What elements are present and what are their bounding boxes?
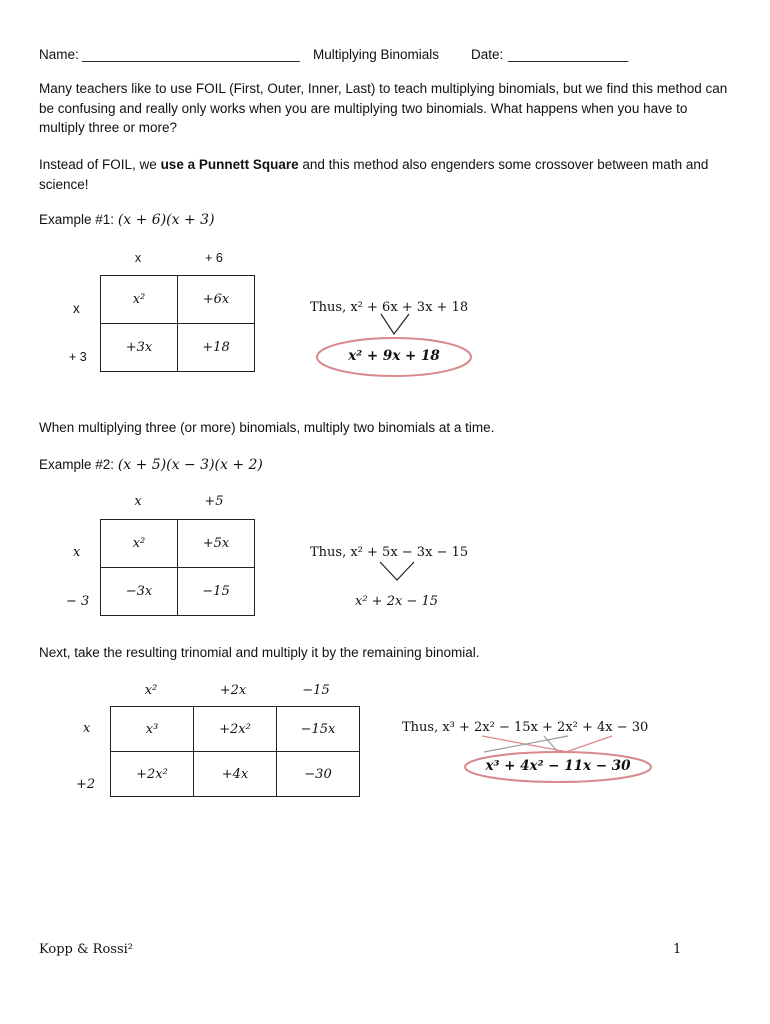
ex2-col-header-1: x [134, 494, 142, 509]
ex2-cell: −3x [101, 568, 178, 616]
ex3-col-header-2: +2x [219, 683, 247, 698]
name-blank: _____________________________ [82, 47, 300, 62]
punnett-text-before: Instead of FOIL, we [39, 157, 161, 172]
ex2-cell: +5x [178, 520, 255, 568]
footer-authors: Kopp & Rossi² [39, 942, 133, 957]
page-title: Multiplying Binomials [313, 47, 440, 62]
example3-result: x³ + 4x² − 11x − 30 [485, 758, 631, 774]
ex2-row-header-1: x [73, 545, 81, 560]
ex2-cell: −15 [178, 568, 255, 616]
punnett-text-bold: use a Punnett Square [160, 157, 299, 172]
ex1-col-header-1: x [134, 251, 142, 265]
example3-thus: Thus, x³ + 2x² − 15x + 2x² + 4x − 30 [402, 720, 649, 735]
example2-label: Example #2: [39, 457, 115, 472]
ex2-row-header-2: − 3 [66, 594, 90, 609]
example2-expression: (x + 5)(x − 3)(x + 2) [117, 457, 263, 473]
ex3-cell: +4x [194, 752, 277, 797]
ex3-cell: +2x² [194, 707, 277, 752]
ex3-x2-terms-connector-2 [566, 736, 612, 752]
intro-paragraph: Many teachers like to use FOIL (First, Outer, Inner, Last) to teach multiplying binomials, but we find this method can be confusing and really only works when you are multiplying two binomials. What happens when you have to multiply three or more? [39, 81, 728, 135]
ex2-cell: x² [101, 520, 178, 568]
ex3-row-header-2: +2 [76, 777, 96, 792]
ex1-cell: +6x [178, 276, 255, 324]
date-label: Date: [471, 47, 504, 62]
name-label: Name: [39, 47, 79, 62]
ex3-cell: −15x [277, 707, 360, 752]
ex1-col-header-2: + 6 [205, 251, 223, 265]
ex1-row-header-1: x [73, 301, 80, 316]
date-blank: ________________ [508, 47, 629, 62]
example1-label: Example #1: [39, 212, 115, 227]
page-number: 1 [673, 942, 682, 957]
example1-result: x² + 9x + 18 [348, 348, 440, 364]
ex2-col-header-2: +5 [204, 494, 224, 509]
ex1-cell: +3x [101, 324, 178, 372]
ex3-cell: +2x² [111, 752, 194, 797]
ex1-cell: +18 [178, 324, 255, 372]
example2-thus: Thus, x² + 5x − 3x − 15 [310, 545, 469, 560]
punnett-text-after: and this method also engenders some crossover between math and science! [39, 157, 709, 192]
ex3-col-header-1: x² [144, 683, 158, 698]
next-step-text: Next, take the resulting trinomial and multiply it by the remaining binomial. [39, 645, 480, 660]
example1-expression: (x + 6)(x + 3) [117, 212, 215, 228]
example1-thus: Thus, x² + 6x + 3x + 18 [310, 300, 469, 315]
ex3-cell: −30 [277, 752, 360, 797]
instruction-text: When multiplying three (or more) binomials, multiply two binomials at a time. [39, 420, 495, 435]
ex1-cell: x² [101, 276, 178, 324]
ex3-row-header-1: x [83, 721, 91, 736]
ex3-cell: x³ [111, 707, 194, 752]
example2-result: x² + 2x − 15 [355, 594, 439, 609]
ex3-col-header-3: −15 [302, 683, 330, 698]
ex1-row-header-2: + 3 [69, 350, 87, 364]
